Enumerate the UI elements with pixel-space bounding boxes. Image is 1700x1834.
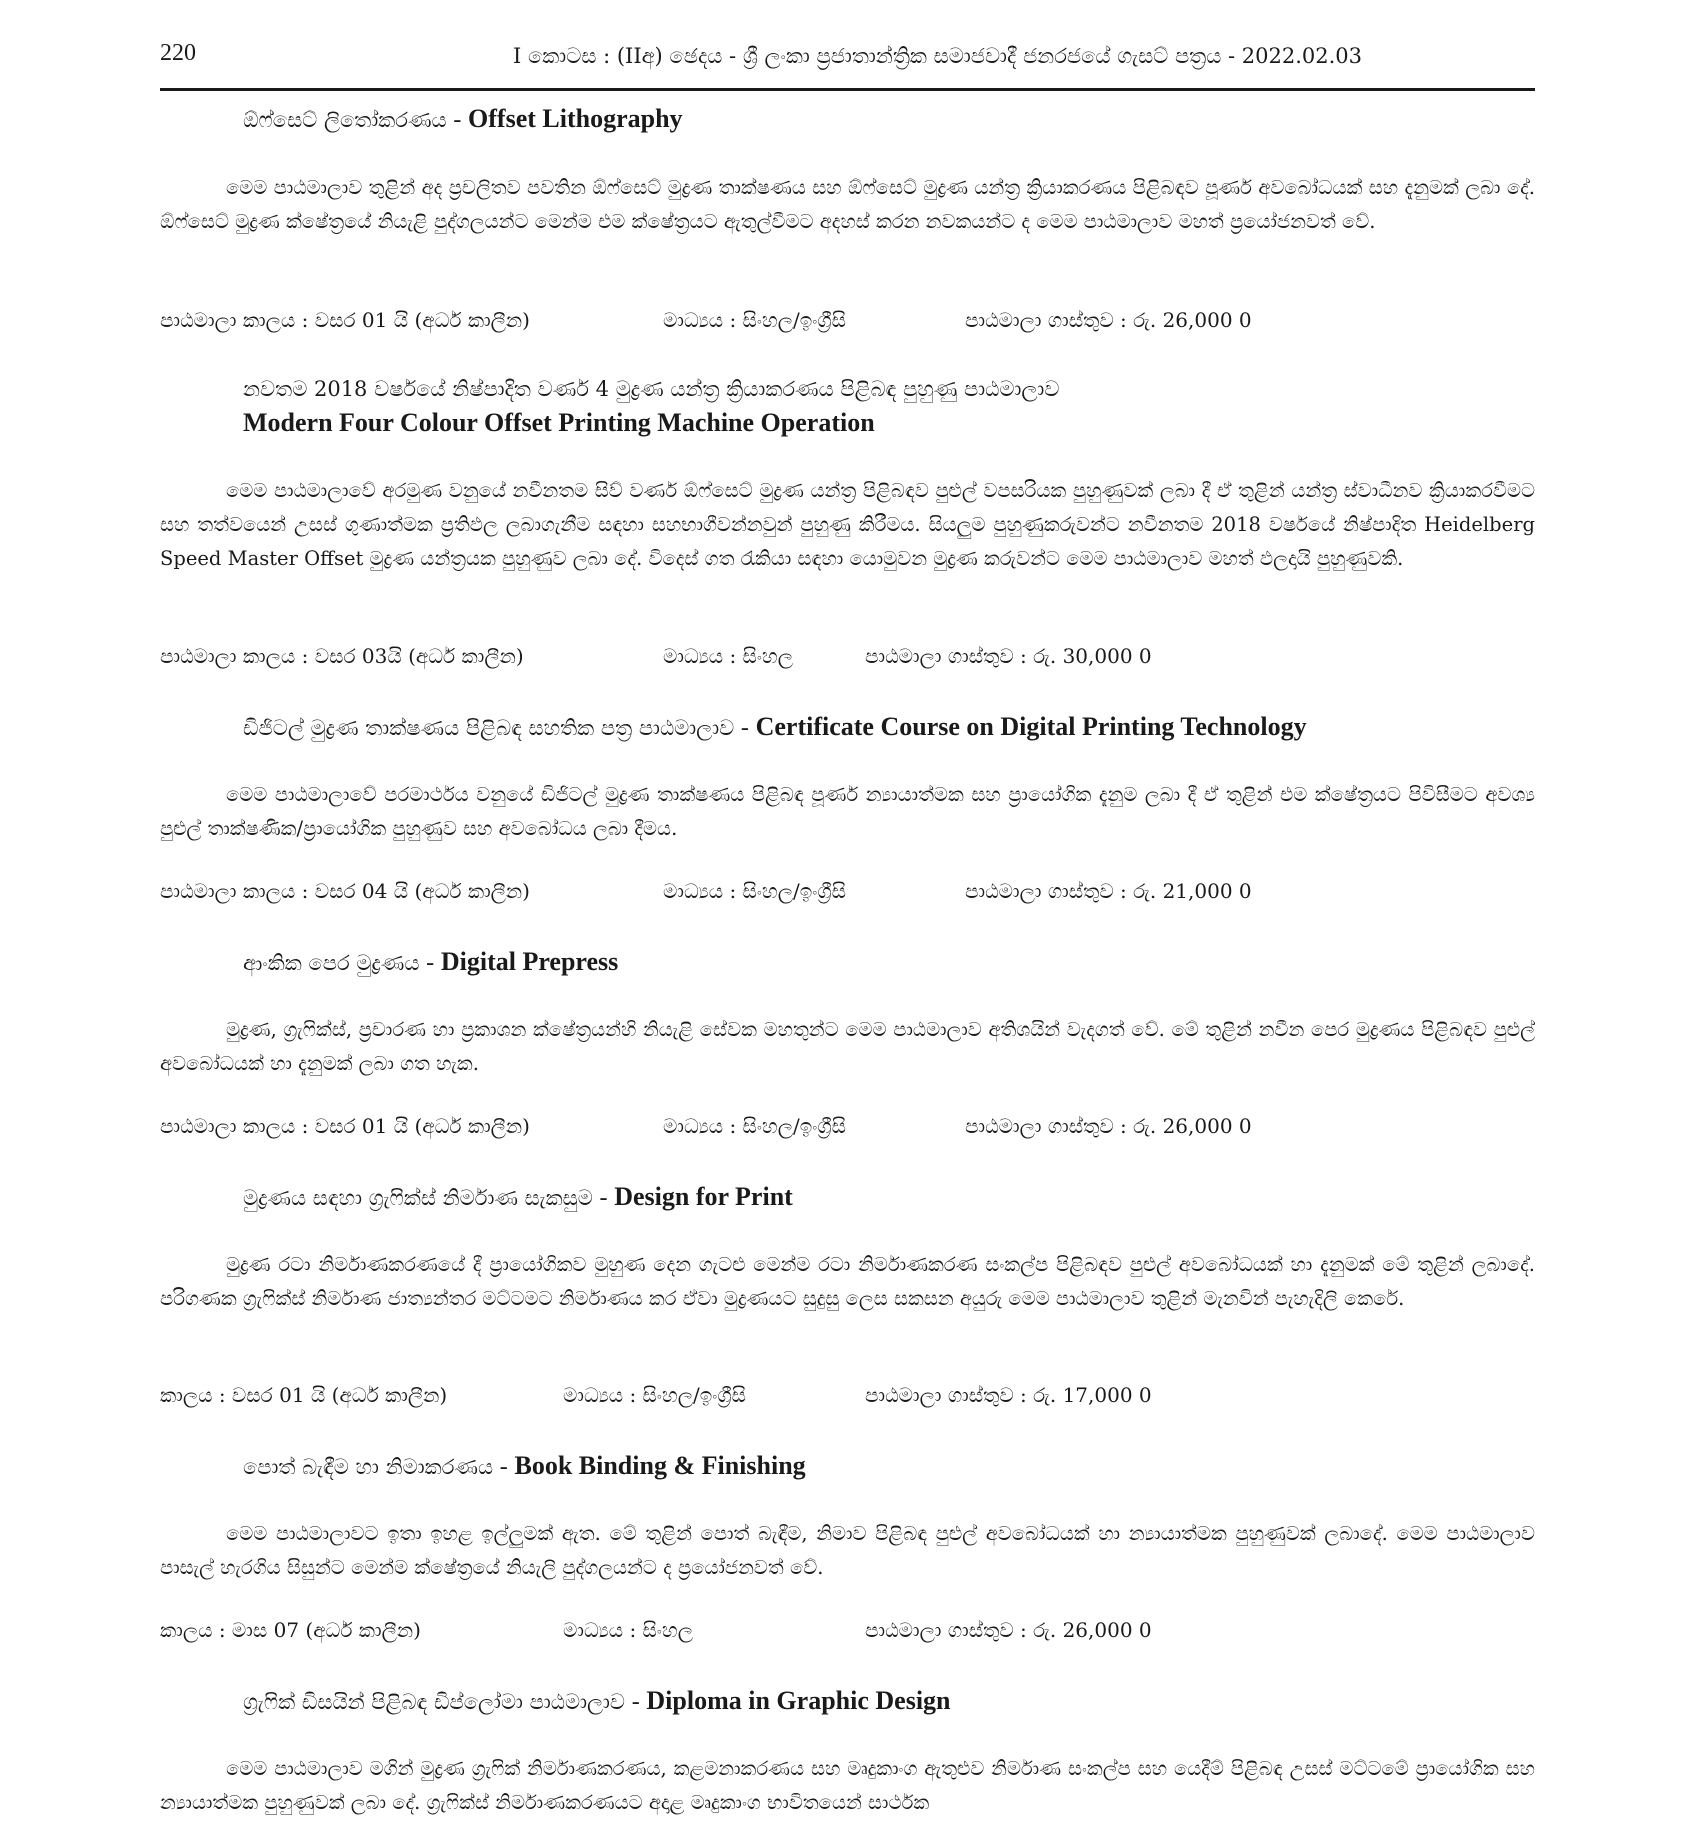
course-description: මුද්‍රණ, ග්‍රැෆික්ස්, ප්‍රචාරණ හා ප්‍රකාශන ක්ෂේත්‍රයන්හි නියැළි සේවක මහතුන්ට මෙම පාඨමාලාව අතිශයින් වැදගත් වේ. මේ තුළින් නවීන පෙර මුද්‍රණය පිළිබඳව පුළුල් අවබෝධයක් හා දැනුමක් ලබා ගත හැක. <box>160 1018 1535 1075</box>
title-separator: - <box>453 107 462 133</box>
course-title-sinhala: මුද්‍රණය සඳහා ග්‍රැෆික්ස් නිර්මාණ සැකසුම <box>243 1186 593 1210</box>
course-fee: පාඨමාලා ගාස්තුව : රු. 26,000 0 <box>865 1618 1152 1642</box>
course-details <box>160 1114 1535 1148</box>
course-description: මෙම පාඨමාලාව මගින් මුද්‍රණ ග්‍රැෆික් නිර්මාණකරණය, කළමනාකරණය සහ මෘදුකාංග ඇතුළුව නිර්මාණ සංකල්ප සහ යෙදීම් පිළිබඳ උසස් මට්ටමේ ප්‍රායෝගික සහ න්‍යායාත්මක පුහුණුවක් ලබා දේ. ග්‍රැෆික්ස් නිර්මාණකරණයට අදාළ මෘදුකාංග භාවිතයෙන් සාර්ථක <box>160 1757 1535 1814</box>
course-description: මුද්‍රණ රටා නිර්මාණකරණයේ දී ප්‍රායෝගිකව මුහුණ දෙන ගැටළු මෙන්ම රටා නිර්මාණකරණ සංකල්ප පිළිබඳව පුළුල් අවබෝධයක් හා දැනුමක් මේ තුළින් ලබාදේ. පරිගණක ග්‍රැෆික්ස් නිර්මාණ ජාත්‍යන්තර මට්ටමට නිර්මාණය කර ඒවා මුද්‍රණයට සුදුසු ලෙස සකසන අයුරු මෙම පාඨමාලාව තුළින් මැනවින් පැහැදිලි කෙරේ. <box>160 1253 1535 1310</box>
course-fee: පාඨමාලා ගාස්තුව : රු. 30,000 0 <box>865 644 1152 668</box>
course-title-english: Digital Prepress <box>440 947 619 976</box>
course-duration: පාඨමාලා කාලය : වසර 01 යි (අර්ධ කාලීන) <box>160 1114 530 1138</box>
course-title <box>243 104 683 134</box>
title-separator: - <box>740 715 749 741</box>
page-number: 220 <box>160 40 196 66</box>
course-title-english: Certificate Course on Digital Printing Technology <box>755 712 1307 741</box>
course-title-sinhala: ඕෆ්සෙට් ලිතෝකරණය <box>243 108 447 132</box>
course-title-english: Book Binding & Finishing <box>514 1451 806 1480</box>
course-medium: මාධ්‍යය : සිංහල/ඉංග්‍රීසි <box>563 1383 747 1407</box>
course-duration: කාලය : වසර 01 යි (අර්ධ කාලීන) <box>160 1383 448 1407</box>
course-duration: පාඨමාලා කාලය : වසර 03යි (අර්ධ කාලීන) <box>160 644 524 668</box>
title-separator: - <box>631 1689 640 1715</box>
course-medium: මාධ්‍යය : සිංහල <box>563 1618 694 1642</box>
course-title-sinhala: ඩිජිටල් මුද්‍රණ තාක්ෂණය පිළිබඳ සහතික පත්‍ර පාඨමාලාව <box>243 716 735 740</box>
course-title-english: Offset Lithography <box>468 104 683 133</box>
course-title <box>243 377 1059 402</box>
course-title-english: Design for Print <box>614 1182 793 1211</box>
course-title-sinhala: නවතම 2018 වර්ෂයේ නිෂ්පාදිත වර්ණ 4 මුද්‍රණ යන්ත්‍ර ක්‍රියාකරණය පිළිබඳ පුහුණු පාඨමාලාව <box>243 377 1060 401</box>
course-title <box>243 712 1307 742</box>
course-title <box>243 1451 806 1481</box>
course-details <box>160 1618 1535 1652</box>
course-title-english: Modern Four Colour Offset Printing Machine Operation <box>243 408 875 437</box>
course-description: මෙම පාඨමාලාවේ අරමුණ වනුයේ නවීනතම සිව් වර්ණ ඕෆ්සෙට් මුද්‍රණ යන්ත්‍ර පිළිබඳව පුළුල් වපසරියක පුහුණුවක් ලබා දී ඒ තුළින් යන්ත්‍ර ස්වාධීනව ක්‍රියාකරවීමට සහ තත්වයෙන් උසස් ගුණාත්මක ප්‍රතිඵල ලබාගැනීම සඳහා සහභාගීවන්නවුන් පුහුණු කිරීමය. සියලුම පුහුණුකරුවන්ට නවීනතම 2018 වර්ෂයේ නිෂ්පාදිත Heidelberg Speed Master Offset මුද්‍රණ යන්ත්‍රයක පුහුණුව ලබා දේ. විදෙස් ගත රැකියා සඳහා යොමුවන මුද්‍රණ කරුවන්ට මෙම පාඨමාලාව මහත් ඵලදායි පුහුණුවකි. <box>160 479 1535 570</box>
course-duration: පාඨමාලා කාලය : වසර 04 යි (අර්ධ කාලීන) <box>160 879 530 903</box>
title-separator: - <box>599 1185 608 1211</box>
course-description: මෙම පාඨමාලාව තුළින් අද ප්‍රචලිතව පවතින ඕෆ්සෙට් මුද්‍රණ තාක්ෂණය සහ ඕෆ්සෙට් මුද්‍රණ යන්ත්‍ර ක්‍රියාකරණය පිළිබඳව පූර්ණ අවබෝධයක් සහ දැනුමක් ලබා දේ. ඕෆ්සෙට් මුද්‍රණ ක්ෂේත්‍රයේ නියැළි පුද්ගලයන්ට මෙන්ම එම ක්ෂේත්‍රයට ඇතුල්වීමට අදහස් කරන නවකයන්ට ද මෙම පාඨමාලාව මහත් ප්‍රයෝජනවත් වේ. <box>160 176 1535 233</box>
course-title <box>243 1686 951 1716</box>
course-description: මෙම පාඨමාලාවට ඉතා ඉහළ ඉල්ලුමක් ඇත. මේ තුළින් පොත් බැඳීම, නිමාව පිළිබඳ පුළුල් අවබෝධයක් හා න්‍යායාත්මක පුහුණුවක් ලබාදේ. මෙම පාඨමාලාව පාසැල් හැරගිය සිසුන්ට මෙන්ම ක්ෂේත්‍රයේ නියැලි පුද්ගලයන්ට ද ප්‍රයෝජනවත් වේ. <box>160 1522 1535 1579</box>
course-title-sinhala: ග්‍රැෆික් ඩිසයින් පිළිබඳ ඩිප්ලෝමා පාඨමාලාව <box>243 1690 626 1714</box>
course-duration: කාලය : මාස 07 (අර්ධ කාලීන) <box>160 1618 421 1642</box>
course-details <box>160 1383 1535 1417</box>
course-fee: පාඨමාලා ගාස්තුව : රු. 17,000 0 <box>865 1383 1152 1407</box>
course-medium: මාධ්‍යය : සිංහල <box>663 644 794 668</box>
course-details <box>160 644 1535 678</box>
course-title-sinhala: ආංකික පෙර මුද්‍රණය <box>243 951 420 975</box>
title-separator: - <box>499 1454 508 1480</box>
course-title-sinhala: පොත් බැඳීම හා නිමාකරණය <box>243 1455 494 1479</box>
course-details <box>160 308 1535 342</box>
course-medium: මාධ්‍යය : සිංහල/ඉංග්‍රීසි <box>663 1114 847 1138</box>
gazette-header-title: I කොටස : (IIඅ) ඡෙදය - ශ්‍රී ලංකා ප්‍රජාතාන්ත්‍රික සමාජවාදී ජනරජයේ ගැසට් පත්‍රය - 2022.02.03 <box>512 44 1363 68</box>
page-header <box>160 36 1535 91</box>
course-description: මෙම පාඨමාලාවේ පරමාර්ථය වනුයේ ඩිජිටල් මුද්‍රණ තාක්ෂණය පිළිබඳ පූර්ණ න්‍යායාත්මක සහ ප්‍රායෝගික දැනුම ලබා දී ඒ තුළින් එම ක්ෂේත්‍රයට පිවිසීමට අවශ්‍ය පුළුල් තාක්ෂණික/ප්‍රායෝගික පුහුණුව සහ අවබෝධය ලබා දීමය. <box>160 783 1535 840</box>
course-medium: මාධ්‍යය : සිංහල/ඉංග්‍රීසි <box>663 879 847 903</box>
course-duration: පාඨමාලා කාලය : වසර 01 යි (අර්ධ කාලීන) <box>160 308 530 332</box>
course-details <box>160 879 1535 913</box>
course-title <box>243 947 618 977</box>
title-separator: - <box>426 950 435 976</box>
course-title <box>243 1182 793 1212</box>
course-fee: පාඨමාලා ගාස්තුව : රු. 26,000 0 <box>965 1114 1252 1138</box>
course-title-english: Diploma in Graphic Design <box>646 1686 951 1715</box>
course-medium: මාධ්‍යය : සිංහල/ඉංග්‍රීසි <box>663 308 847 332</box>
course-fee: පාඨමාලා ගාස්තුව : රු. 26,000 0 <box>965 308 1252 332</box>
course-fee: පාඨමාලා ගාස්තුව : රු. 21,000 0 <box>965 879 1252 903</box>
